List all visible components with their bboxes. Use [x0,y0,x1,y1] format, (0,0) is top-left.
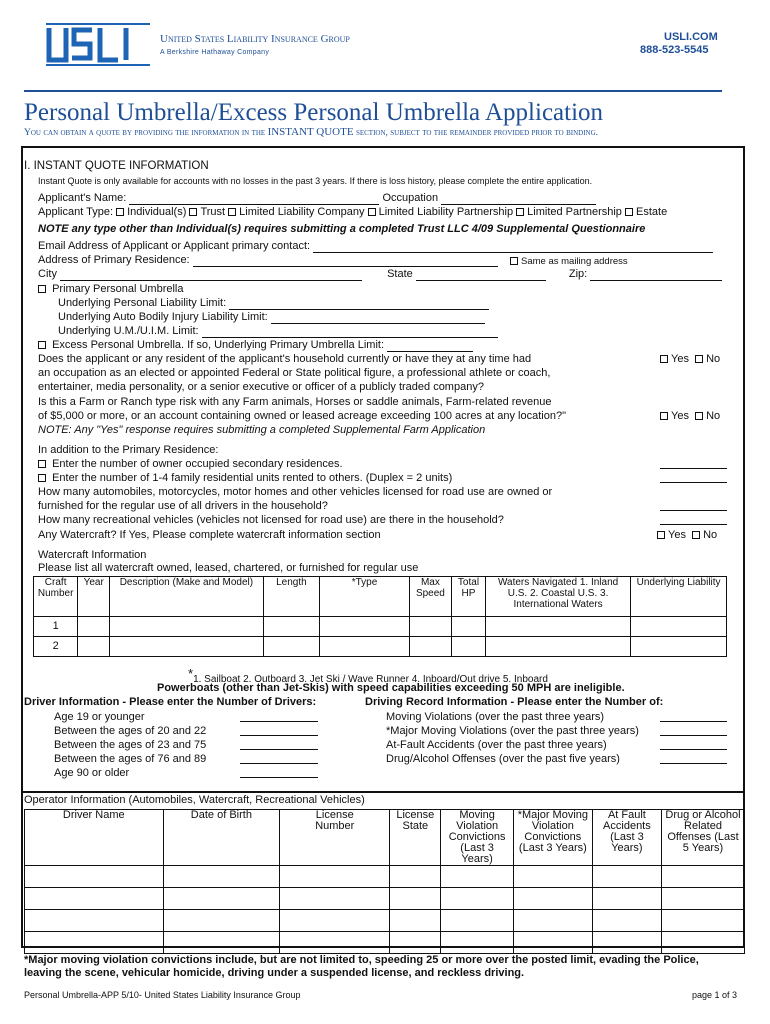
col-length: Length [263,577,320,617]
col-max-speed: Max Speed [409,577,451,617]
age-5: Age 90 or older [54,767,130,779]
rented-field[interactable] [660,482,727,483]
age-1-field[interactable] [240,721,318,722]
col-driver-name: Driver Name [25,810,164,866]
usli-logo-graphic [44,20,152,70]
city-field[interactable] [60,270,362,281]
type-llc-checkbox[interactable] [228,208,236,216]
addition-label: In addition to the Primary Residence: [38,444,219,456]
record-2-field[interactable] [660,735,727,736]
vehicles-q-2: furnished for the regular use of all drivers in the household? [38,500,328,512]
occupation-field[interactable] [441,194,596,205]
age-3-field[interactable] [240,749,318,750]
address-row: Address of Primary Residence: [38,254,498,267]
watercraft-q: Any Watercraft? If Yes, Please complete watercraft information section [38,529,381,541]
vehicles-field[interactable] [660,510,727,511]
col-at-fault: At Fault Accidents (Last 3 Years) [592,810,661,866]
col-craft-number: Craft Number [34,577,78,617]
age-2: Between the ages of 20 and 22 [54,725,207,737]
col-moving: Moving Violation Convictions (Last 3 Years) [441,810,514,866]
applicant-type-row: Applicant Type: Individual(s) Trust Limited Liability Company Limited Liability Partnership Limited Partnership Estate [38,206,668,218]
watercraft-yes-checkbox[interactable] [657,531,665,539]
excess-checkbox[interactable] [38,341,46,349]
applicant-name-row: Applicant's Name: Occupation [38,192,596,205]
public-yes-no: Yes No [660,353,720,366]
farm-q-2: of $5,000 or more, or an account containing owned or leased acreage exceeding 100 acres at any location?" [38,410,566,422]
operator-table [24,809,745,954]
rented-row: Enter the number of 1-4 family residential units rented to others. (Duplex = 2 units) [38,472,452,485]
farm-no-checkbox[interactable] [695,412,703,420]
public-q-3: entertainer, media personality, or a senior executive or officer of a publicly traded company? [38,381,484,393]
primary-umbrella: Primary Personal Umbrella [38,283,184,296]
same-mailing-checkbox[interactable] [510,257,518,265]
vehicles-q-1: How many automobiles, motorcycles, motor homes and other vehicles licensed for road use are owned or [38,486,553,498]
secondary-row: Enter the number of owner occupied secondary residences. [38,458,343,471]
age-4-field[interactable] [240,763,318,764]
phone: 888-523-5545 [640,44,709,56]
public-q-2: an occupation as an elected or appointed Federal or State political figure, a professional athlete or coach, [38,367,551,379]
major-violation-footnote: *Major moving violation convictions include, but are not limited to, speeding 25 or more over the posted limit, evading the Police, leaving the scene, vehicular homicide, driving under a suspended license, and reckless driving. [24,954,699,979]
col-underlying: Underlying Liability [631,577,727,617]
excess-row: Excess Personal Umbrella. If so, Underlying Primary Umbrella Limit: [38,339,473,352]
age-3: Between the ages of 23 and 75 [54,739,207,751]
type-note: NOTE any type other than Individual(s) requires submitting a completed Trust LLC 4/09 Supplemental Questionnaire [38,223,646,235]
type-individual-checkbox[interactable] [116,208,124,216]
age-2-field[interactable] [240,735,318,736]
public-q-1: Does the applicant or any resident of the applicant's household currently or have they at any time had [38,353,532,365]
age-1: Age 19 or younger [54,711,145,723]
record-3: At-Fault Accidents (over the past three years) [386,739,607,751]
farm-note: NOTE: Any "Yes" response requires submitting a completed Supplemental Farm Application [38,424,486,436]
usli-logo [44,20,152,70]
public-yes-checkbox[interactable] [660,355,668,363]
col-waters: Waters Navigated 1. Inland U.S. 2. Coastal U.S. 3. International Waters [485,577,630,617]
record-2: *Major Moving Violations (over the past three years) [386,725,639,737]
type-llp-checkbox[interactable] [368,208,376,216]
underlying-um-row: Underlying U.M./U.I.M. Limit: [58,325,498,338]
secondary-checkbox[interactable] [38,460,46,468]
col-license-number: License Number [280,810,390,866]
address-field[interactable] [193,256,498,267]
col-license-state: License State [390,810,441,866]
age-4: Between the ages of 76 and 89 [54,753,207,765]
record-4-field[interactable] [660,763,727,764]
record-3-field[interactable] [660,749,727,750]
recreational-field[interactable] [660,524,727,525]
type-trust-checkbox[interactable] [189,208,197,216]
table-row [25,888,745,910]
underlying-liability-field[interactable] [229,299,489,310]
page-title: Personal Umbrella/Excess Personal Umbrella Application [24,99,604,126]
col-major-moving: *Major Moving Violation Convictions (Last 3 Years) [513,810,592,866]
record-heading: Driving Record Information - Please enter the Number of: [365,696,664,708]
watercraft-yes-no: Yes No [657,529,717,542]
company-name: United States Liability Insurance Group [160,33,350,45]
email-row: Email Address of Applicant or Applicant primary contact: [38,240,713,253]
page-subtitle: You can obtain a quote by providing the information in the INSTANT QUOTE section, subject to the remainder provided prior to binding. [24,126,599,138]
table-row [25,866,745,888]
driver-heading: Driver Information - Please enter the Number of Drivers: [24,696,317,708]
age-5-field[interactable] [240,777,318,778]
table-row: 2 [34,637,727,657]
watercraft-no-checkbox[interactable] [692,531,700,539]
type-legend: *1. Sailboat 2. Outboard 3. Jet Ski / Wave Runner 4. Inboard/Out drive 5. Inboard [188,666,548,685]
record-1-field[interactable] [660,721,727,722]
primary-umbrella-checkbox[interactable] [38,285,46,293]
zip-field[interactable] [590,270,722,281]
record-1: Moving Violations (over the past three years) [386,711,605,723]
underlying-auto-field[interactable] [271,313,485,324]
page-number: page 1 of 3 [692,990,738,1000]
type-estate-checkbox[interactable] [625,208,633,216]
underlying-um-field[interactable] [202,327,498,338]
email-field[interactable] [313,242,713,253]
public-no-checkbox[interactable] [695,355,703,363]
section-divider [21,791,745,793]
city-row: City State Zip: [38,268,722,281]
secondary-field[interactable] [660,468,727,469]
col-description: Description (Make and Model) [110,577,263,617]
watercraft-subheading: Please list all watercraft owned, leased, chartered, or furnished for regular use [38,562,419,574]
watercraft-heading: Watercraft Information [38,549,147,561]
col-year: Year [78,577,110,617]
col-total-hp: Total HP [452,577,486,617]
underlying-auto-row: Underlying Auto Bodily Injury Liability Limit: [58,311,485,324]
section-heading: I. INSTANT QUOTE INFORMATION [24,160,209,172]
table-row: 1 [34,617,727,637]
table-row [25,932,745,954]
excess-limit-field[interactable] [387,341,473,352]
underlying-liability-row: Underlying Personal Liability Limit: [58,297,489,310]
applicant-name-field[interactable] [129,194,379,205]
same-mailing: Same as mailing address [510,255,628,268]
record-4: Drug/Alcohol Offenses (over the past five years) [386,753,620,765]
recreational-q: How many recreational vehicles (vehicles not licensed for road use) are there in the household? [38,514,504,526]
farm-q-1: Is this a Farm or Ranch type risk with any Farm animals, Horses or saddle animals, Farm-related revenue [38,396,552,408]
header-rule [24,90,722,92]
state-field[interactable] [416,270,546,281]
type-lp-checkbox[interactable] [516,208,524,216]
col-type: *Type [320,577,410,617]
col-dob: Date of Birth [163,810,280,866]
table-row [25,910,745,932]
watercraft-table [33,576,727,657]
footer-left: Personal Umbrella-APP 5/10- United States Liability Insurance Group [24,990,301,1000]
farm-yes-no: Yes No [660,410,720,423]
powerboat-note: Powerboats (other than Jet-Skis) with speed capabilities exceeding 50 MPH are ineligible. [157,682,625,694]
company-subtitle: A Berkshire Hathaway Company [160,49,270,56]
operator-heading: Operator Information (Automobiles, Watercraft, Recreational Vehicles) [24,794,365,806]
farm-yes-checkbox[interactable] [660,412,668,420]
rented-checkbox[interactable] [38,474,46,482]
website: USLI.COM [664,31,718,43]
col-drug-alcohol: Drug or Alcohol Related Offenses (Last 5 Years) [661,810,744,866]
section-note: Instant Quote is only available for accounts with no losses in the past 3 years. If there is loss history, please complete the entire application. [38,176,593,186]
